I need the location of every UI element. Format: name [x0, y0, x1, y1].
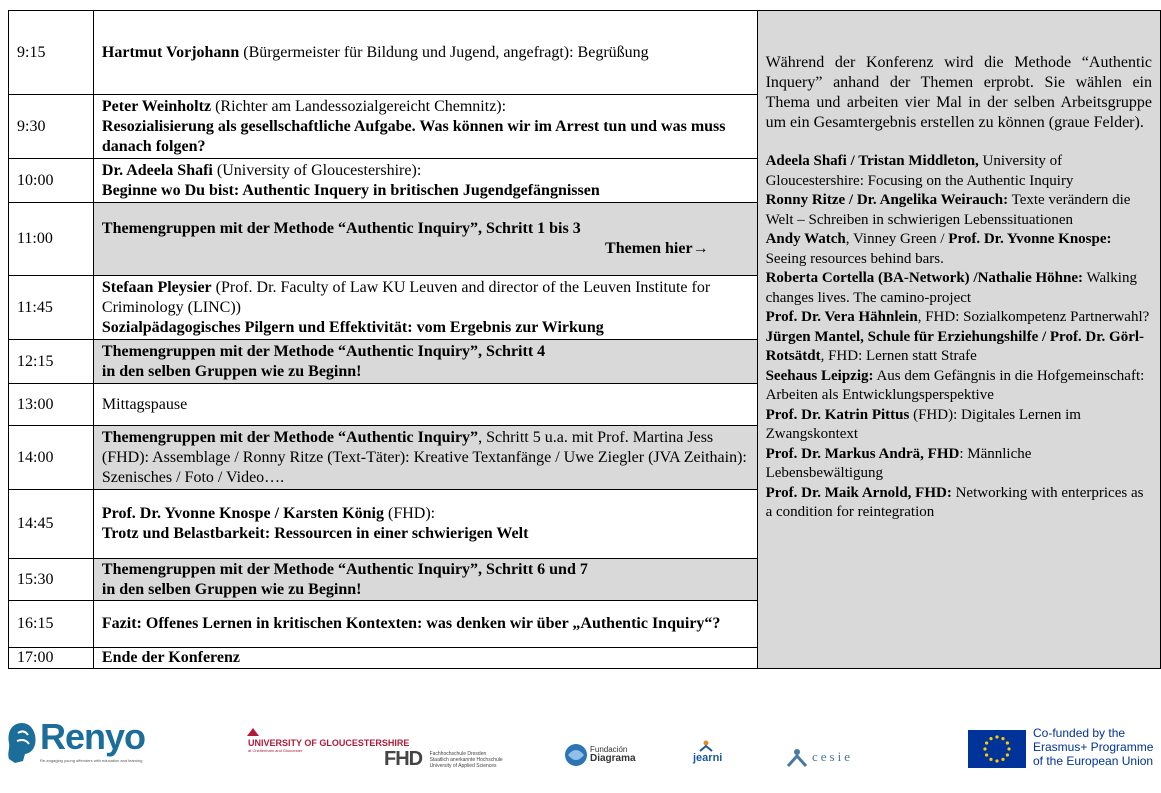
- fd-line2: Diagrama: [590, 753, 636, 764]
- workshop-item: [766, 269, 1152, 308]
- workshop-item: [766, 191, 1152, 230]
- bold-text: Trotz und Belastbarkeit: Ressourcen in einer schwierigen Welt: [101, 525, 529, 542]
- session-cell: [93, 276, 757, 340]
- eu-star: [1006, 741, 1009, 744]
- bold-text: Prof. Dr. Yvonne Knospe:: [948, 231, 1112, 247]
- session-cell: [93, 601, 757, 648]
- time-cell: 10:00: [9, 159, 94, 203]
- fd-line1: Fundación: [590, 745, 628, 754]
- plain-text: Networking with enterprices as a condition for reintegration: [765, 484, 1144, 520]
- fundacion-diagrama-logo: [564, 743, 636, 772]
- session-cell: [93, 159, 757, 203]
- jearni-name: jearni: [693, 752, 723, 764]
- eu-star: [1001, 737, 1004, 740]
- session-cell: [93, 95, 757, 159]
- time-cell: 11:45: [9, 276, 94, 340]
- time-cell: 13:00: [9, 384, 94, 426]
- bold-text: Themengruppen mit der Methode “Authentic Inquiry”, Schritt 6 und 7: [101, 560, 588, 578]
- workshop-item: [766, 406, 1152, 445]
- session-cell: [93, 340, 757, 384]
- bold-text: Dr. Adeela Shafi: [101, 161, 213, 179]
- plain-text: : Männliche Lebensbewältigung: [765, 445, 1032, 481]
- bold-text: Resozialisierung als gesellschaftliche Aufgabe. Was können wir im Arrest tun und was muss danach folgen?: [101, 117, 726, 155]
- bold-text: Jürgen Mantel, Schule für Erziehungshilfe / Prof. Dr. Görl-Rotsätdt: [765, 328, 1145, 364]
- time-cell: 11:00: [9, 203, 94, 276]
- bold-text: Peter Weinholtz: [101, 97, 212, 115]
- time-cell: 14:45: [9, 490, 94, 559]
- bold-text: Themen hier→: [605, 240, 709, 257]
- time-cell: 9:15: [9, 11, 94, 95]
- renyo-tagline: Re-engaging young offenders with education and learning: [40, 758, 143, 763]
- bold-text: Sozialpädagogisches Pilgern und Effektivität: vom Ergebnis zur Wirkung: [101, 318, 604, 336]
- footer-logos: [0, 715, 1161, 793]
- jearni-logo: [693, 740, 722, 764]
- schedule-table: [8, 10, 1161, 669]
- plain-text: Aus dem Gefängnis in die Hofgemeinschaft: Arbeiten als Entwicklungsperspektive: [765, 367, 1145, 403]
- bold-text: Hartmut Vorjohann: [101, 43, 240, 61]
- bold-text: Prof. Dr. Maik Arnold, FHD:: [765, 484, 952, 501]
- time-cell: 14:00: [9, 426, 94, 490]
- bold-text: Roberta Cortella (BA-Network) /Nathalie Höhne:: [765, 270, 1084, 286]
- eu-star: [995, 735, 998, 738]
- plain-text: Texte verändern die Welt – Schreiben in schwierigen Lebenssituationen: [765, 192, 1131, 228]
- session-cell: [93, 384, 757, 426]
- plain-text: (Richter am Landessozialgereicht Chemnitz):: [211, 97, 507, 115]
- renyo-logo: [0, 715, 160, 775]
- cesie-name: cesie: [812, 749, 853, 764]
- eu-star: [985, 741, 988, 744]
- workshop-item: [766, 230, 1152, 269]
- fhd-line3: University of Applied Sciences: [429, 762, 497, 769]
- workshop-item: [766, 308, 1152, 328]
- bold-text: Andy Watch: [765, 231, 846, 247]
- session-cell: [93, 203, 757, 276]
- workshop-sidebar: [757, 11, 1160, 669]
- renyo-head-icon: [5, 721, 39, 765]
- time-cell: 17:00: [9, 648, 94, 669]
- eu-line1: Co-funded by the: [1033, 726, 1126, 740]
- bold-text: Stefaan Pleysier: [101, 278, 212, 296]
- session-cell: [93, 11, 757, 95]
- bold-text: Prof. Dr. Vera Hähnlein: [765, 309, 918, 325]
- eu-flag: [968, 730, 1026, 768]
- time-cell: 9:30: [9, 95, 94, 159]
- fhd-mark: FHD: [384, 748, 423, 770]
- glos-name: UNIVERSITY OF GLOUCESTERSHIRE: [248, 738, 410, 748]
- bold-text: Beginne wo Du bist: Authentic Inquery in britischen Jugendgefängnissen: [101, 181, 600, 199]
- eu-stars-icon: [968, 730, 1026, 768]
- session-cell: [93, 648, 757, 669]
- time-cell: 12:15: [9, 340, 94, 384]
- fhd-line1: Fachhochschule Dresden: [429, 750, 487, 757]
- eu-star: [983, 747, 986, 750]
- glos-crest-icon: [246, 727, 260, 737]
- fhd-logo: [384, 748, 503, 771]
- sidebar-intro: Während der Konferenz wird die Methode “Authentic Inquery” anhand der Themen erprobt. Sie wählen ein Thema und arbeiten vier Mal in der selben Arbeitsgruppe um ein Gesamtergebnis erstellen zu können (graue Felder).: [765, 54, 1152, 131]
- diagrama-globe-icon: [564, 743, 588, 767]
- bold-text: Ronny Ritze / Dr. Angelika Weirauch:: [765, 192, 1009, 208]
- bold-text: Fazit: Offenes Lernen in kritischen Kontexten: was denken wir über „Authentic Inquiry“?: [101, 615, 721, 632]
- eu-star: [1006, 753, 1009, 756]
- plain-text: (Bürgermeister für Bildung und Jugend, angefragt): Begrüßung: [239, 43, 649, 61]
- eu-line2: Erasmus+ Programme: [1033, 740, 1154, 754]
- bold-text: Themengruppen mit der Methode “Authentic Inquiry”, Schritt 4: [101, 342, 546, 360]
- eu-star: [989, 758, 992, 761]
- plain-text: , FHD: Lernen statt Strafe: [820, 348, 977, 364]
- workshop-item: [766, 152, 1152, 191]
- workshop-item: [766, 328, 1152, 367]
- eu-star: [995, 759, 998, 762]
- bold-text: Prof. Dr. Yvonne Knospe / Karsten König: [101, 505, 384, 522]
- session-cell: [93, 559, 757, 601]
- bold-text: Adeela Shafi / Tristan Middleton,: [765, 153, 979, 169]
- plain-text: , FHD: Sozialkompetenz Partnerwahl?: [917, 309, 1150, 325]
- workshop-item: [766, 484, 1152, 523]
- bold-text: Seehaus Leipzig:: [765, 367, 874, 384]
- plain-text: (FHD):: [383, 505, 436, 522]
- plain-text: Mittagspause: [101, 395, 188, 413]
- bold-text: Ende der Konferenz: [101, 649, 240, 666]
- eu-star: [989, 737, 992, 740]
- cesie-logo: [786, 748, 853, 773]
- eu-line3: of the European Union: [1033, 754, 1154, 768]
- bold-text: Themengruppen mit der Methode “Authentic Inquiry”: [101, 428, 479, 446]
- jearni-figure-icon: [695, 740, 717, 752]
- plain-text: University of Gloucestershire: Focusing on the Authentic Inquiry: [765, 153, 1074, 189]
- renyo-wordmark: Renyo: [40, 716, 146, 757]
- workshop-item: [766, 445, 1152, 484]
- eu-star: [1001, 758, 1004, 761]
- plain-text: Walking changes lives. The camino-project: [765, 270, 1137, 306]
- session-cell: [93, 426, 757, 490]
- glos-sub: at Cheltenham and Gloucester: [248, 748, 303, 753]
- workshop-item: [766, 367, 1152, 406]
- time-cell: 16:15: [9, 601, 94, 648]
- plain-text: , Vinney Green /: [845, 231, 949, 247]
- time-cell: 15:30: [9, 559, 94, 601]
- plain-text: , Schritt 5 u.a. mit Prof. Martina Jess (FHD): Assemblage / Ronny Ritze (Text-Täter): Kreative Textanfänge / Uwe Ziegler (JVA Zeithain): Szenisches / Foto / Video….: [101, 428, 747, 486]
- bold-text: in den selben Gruppen wie zu Beginn!: [101, 362, 362, 380]
- bold-text: in den selben Gruppen wie zu Beginn!: [101, 580, 362, 598]
- plain-text: (University of Gloucestershire):: [212, 161, 422, 179]
- plain-text: Seeing resources behind bars.: [765, 250, 944, 267]
- eu-star: [1007, 747, 1010, 750]
- bold-text: Prof. Dr. Markus Andrä, FHD: [765, 445, 960, 462]
- schedule-row: [9, 11, 1161, 95]
- plain-text: (Prof. Dr. Faculty of Law KU Leuven and director of the Leuven Institute for Criminology (LINC)): [101, 278, 711, 316]
- plain-text: (FHD): Digitales Lernen im Zwangskontext: [765, 406, 1081, 442]
- eu-star: [985, 753, 988, 756]
- session-cell: [93, 490, 757, 559]
- fhd-line2: Staatlich anerkannte Hochschule: [429, 756, 503, 763]
- cesie-figure-icon: [786, 748, 808, 768]
- bold-text: Themengruppen mit der Methode “Authentic Inquiry”, Schritt 1 bis 3: [101, 220, 581, 237]
- bold-text: Prof. Dr. Katrin Pittus: [765, 406, 910, 423]
